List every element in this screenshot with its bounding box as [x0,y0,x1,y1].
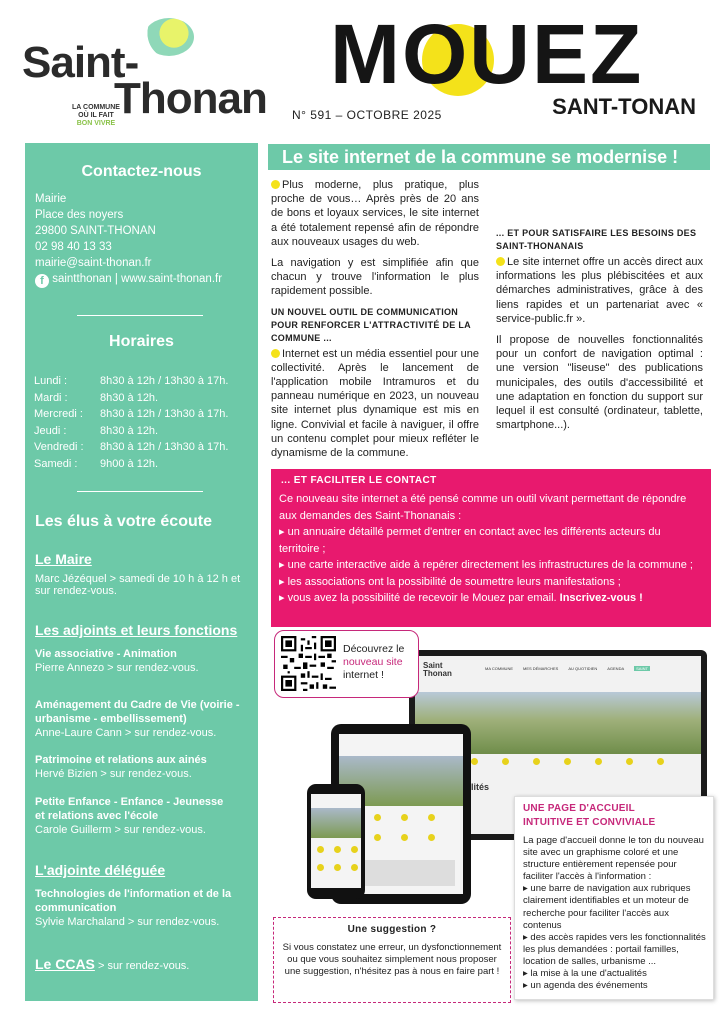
newsletter-subtitle: SANT-TONAN [552,94,696,119]
adjoints-title: Les adjoints et leurs fonctions [35,622,238,638]
mock-site-logo [423,662,452,678]
suggestion-box [273,917,511,1003]
hours-day: Samedi : [34,457,78,470]
contact-box-heading: ... ET FACILITER LE CONTACT [281,475,437,486]
adjoint-item [35,698,255,740]
newsletter-title: MOUEZ [330,7,644,101]
hours-day: Jeudi : [34,424,67,437]
mock-news-label: lités [471,782,490,792]
contact-box-body [279,491,703,607]
list-item-text: une carte interactive aide à repérer directement les infrastructures de la commune ; [287,559,693,571]
mock-logo-line: Saint [423,661,443,670]
hours-day: Lundi : [34,375,68,388]
deleguee-item [35,887,235,929]
qr-caption [343,643,404,682]
mock-nav-item: AGENDA [607,666,625,671]
table-row [34,373,228,390]
tagline-line2: OÙ IL FAIT [78,112,114,119]
hours-time: 8h30 à 12h. [100,424,159,437]
contact-line: Mairie [35,193,67,205]
suggestion-heading: Une suggestion ? [347,924,437,935]
hours-time: 8h30 à 12h. [100,391,159,404]
adjoint-person: Hervé Bizien > sur rendez-vous. [35,768,192,780]
hours-day: Mercredi : [34,408,83,421]
article-title-banner [268,144,710,170]
bullet-dot-icon [271,349,280,358]
list-item: ▸ une carte interactive aide à repérer directement les infrastructures de la commune ; [279,559,693,571]
adjoint-item [35,795,235,837]
contact-block [35,191,255,288]
saint-thonan-logo [22,18,267,128]
contact-phone[interactable]: 02 98 40 13 33 [35,241,112,253]
bullet-dot-icon [496,257,505,266]
hours-heading-text: Horaires [109,333,174,350]
adjoint-item [35,753,253,781]
ccas-text: > sur rendez-vous. [94,960,190,972]
phone-mockup [307,784,365,899]
social-row: f saintthonan | www.saint-thonan.fr [35,271,255,288]
homepage-box-body [523,835,709,992]
article-title: Le site internet de la commune se modernise ! [282,147,679,167]
homepage-box-heading: UNE PAGE D'ACCUEIL INTUITIVE ET CONVIVIALE [523,803,656,828]
logo-name-line1: Saint- [22,38,139,87]
list-item-text: vous avez la possibilité de recevoir le Mouez par email. [287,592,560,604]
adjoint-item [35,647,253,675]
bullet-dot-icon [271,180,280,189]
contact-box-intro: Ce nouveau site internet a été pensé comme un outil vivant permettant de répondre aux demandes des Saint-Thonanais : [279,493,687,522]
mock-nav-item: AU QUOTIDIEN [568,666,598,671]
mock-nav-item: SAINT [636,666,648,671]
adjoint-role: Petite Enfance - Enfance - Jeunesse et relations avec l'école [35,796,224,822]
sidebar [25,143,258,1001]
logo-swirl-icon [144,18,194,56]
qr-card[interactable] [274,630,419,698]
contact-email[interactable]: mairie@saint-thonan.fr [35,257,152,269]
maire-text: Marc Jézéquel > samedi de 10 h à 12 h et sur rendez-vous. [35,573,241,597]
ccas-title: Le CCAS [35,956,95,972]
hours-day: Mardi : [34,391,68,404]
adjoint-person: Anne-Laure Cann > sur rendez-vous. [35,727,217,739]
paragraph-text: Internet est un média essentiel pour une collectivité. Après le lancement de l'application mobile Intramuros et du panneau numérique en 2023, un nouveau site internet plus dynamique est mis en ligne. Convivial et facile à naviguer, il offre un contenu complet pour mieux refléter le dynamisme de la commune. [271,347,479,460]
list-item-text: la mise à la une d'actualités [530,968,647,980]
suggestion-text: Si vous constatez une erreur, un dysfonctionnement ou que vous souhaitez simplement nous proposer une suggestion, n'hésitez pas à nous en faire part ! [282,942,502,977]
logo-name-line2: Thonan [114,74,267,123]
mock-nav [485,666,650,671]
list-item: ▸ une barre de navigation aux rubriques clairement identifiables et un moteur de recherche pour faciliter l'accès aux contenus [523,883,691,931]
contact-line: Place des noyers [35,209,124,221]
paragraph [271,347,479,461]
table-row [34,456,228,473]
list-item: ▸ la mise à la une d'actualités [523,968,647,980]
adjoint-role: Aménagement du Cadre de Vie (voirie - urbanisme - embellissement) [35,699,240,725]
hours-heading [25,333,258,351]
list-item-text: un agenda des événements [530,980,648,992]
deleguee-title: L'adjointe déléguée [35,862,166,878]
list-item-text: des accès rapides vers les fonctionnalités les plus demandées : portail familles, location de salles, urbanisme ... [523,931,706,967]
paragraph-text: Le site internet offre un accès direct aux informations les plus plébiscitées et aux démarches administratives, grâce à des liens rapides et un partenariat avec « service-public.fr ». [496,256,703,325]
elus-heading: Les élus à votre écoute [35,513,212,530]
hours-time: 8h30 à 12h / 13h30 à 17h. [100,441,229,454]
contact-line: 29800 SAINT-THONAN [35,225,156,237]
issue-number: N° 591 – OCTOBRE 2025 [292,108,442,122]
table-row [34,439,228,456]
deleguee-role: Technologies de l'information et de la communication [35,888,232,914]
list-item-text: une barre de navigation aux rubriques clairement identifiables et un moteur de recherche pour faciliter l'accès aux contenus [523,883,691,931]
table-row [34,390,228,407]
phone-quick-links [317,846,358,853]
hours-time: 8h30 à 12h / 13h30 à 17h. [100,375,229,388]
article-column-2 [496,227,703,439]
hours-table [34,373,228,472]
hours-time: 9h00 à 12h. [100,457,159,470]
facebook-handle[interactable]: saintthonan [52,273,112,285]
homepage-box [514,796,714,1000]
maire-title: Le Maire [35,551,92,567]
list-item: ▸ vous avez la possibilité de recevoir le Mouez par email. Inscrivez-vous ! [279,592,643,604]
mock-nav-item: MES DÉMARCHES [523,666,559,671]
facebook-icon[interactable]: f [35,274,49,288]
qr-caption-line: internet ! [343,669,384,681]
adjoint-person: Carole Guillerm > sur rendez-vous. [35,824,206,836]
phone-photo [311,808,361,838]
list-item: ▸ les associations ont la possibilité de soumettre leurs manifestations ; [279,575,621,588]
phone-quick-links [317,864,358,871]
list-item: ▸ des accès rapides vers les fonctionnalités les plus demandées : portail familles, location de salles, urbanisme ... [523,931,706,967]
article-column-1 [271,178,479,467]
paragraph: La navigation y est simplifiée afin que chacun y trouve l'information le plus rapidement possible. [271,257,479,298]
paragraph [271,178,479,249]
paragraph-text: Plus moderne, plus pratique, plus proche de vous… Après près de 20 ans de bons et loyaux services, le site internet a été totalement repensé afin de répondre aux nouveaux usages du web. [271,179,479,248]
subheading: UN NOUVEL OUTIL DE COMMUNICATION POUR RENFORCER L'ATTRACTIVITÉ DE LA COMMUNE ... [271,306,471,343]
contact-box [271,469,711,627]
adjoint-person: Pierre Annezo > sur rendez-vous. [35,662,199,674]
mock-logo-line: Thonan [423,669,452,678]
list-item: ▸ un agenda des événements [523,980,648,992]
divider [77,491,203,492]
deleguee-person: Sylvie Marchaland > sur rendez-vous. [35,916,220,928]
subscribe-link[interactable]: Inscrivez-vous ! [559,592,643,604]
mock-nav-item: MA COMMUNE [485,666,513,671]
hours-day: Vendredi : [34,441,84,454]
logo-tagline [72,104,120,128]
hours-time: 8h30 à 12h / 13h30 à 17h. [100,408,229,421]
paragraph [496,255,703,326]
phone-screen [311,794,361,888]
tagline-line3: BON VIVRE [76,120,116,127]
list-item-text: un annuaire détaillé permet d'entrer en contact avec les différents acteurs du territoire ; [279,526,661,555]
list-item: ▸ un annuaire détaillé permet d'entrer en contact avec les différents acteurs du territoire ; [279,526,661,555]
website-link[interactable]: www.saint-thonan.fr [121,273,223,285]
qr-code-icon[interactable] [281,636,336,691]
tagline-line1: LA COMMUNE [72,104,120,111]
adjoint-role: Vie associative - Animation [35,648,177,660]
list-item-text: les associations ont la possibilité de soumettre leurs manifestations ; [287,575,621,588]
ccas-item [35,956,189,974]
mock-quick-links [471,758,664,765]
divider [77,315,203,316]
qr-caption-line: nouveau site [343,656,403,668]
subheading: ... ET POUR SATISFAIRE LES BESOINS DES SAINT-THONANAIS [496,228,697,251]
contact-heading [25,163,258,181]
adjoint-role: Patrimoine et relations aux ainés [35,754,207,766]
table-row [34,406,228,423]
homepage-box-intro: La page d'accueil donne le ton du nouveau site avec un graphisme coloré et une structure entièrement repensée pour faciliter l'accès à l'information : [523,835,704,883]
qr-caption-line: Découvrez le [343,643,405,655]
table-row [34,423,228,440]
contact-heading-text: Contactez-nous [81,163,202,180]
paragraph: Il propose de nouvelles fonctionnalités pour un confort de navigation optimal : une version "liseuse" des publications municipales, des outils d'accessibilité et une adaptation en fonction du support sur lequel il est consulté (ordinateur, tablette, smartphone...). [496,334,703,432]
